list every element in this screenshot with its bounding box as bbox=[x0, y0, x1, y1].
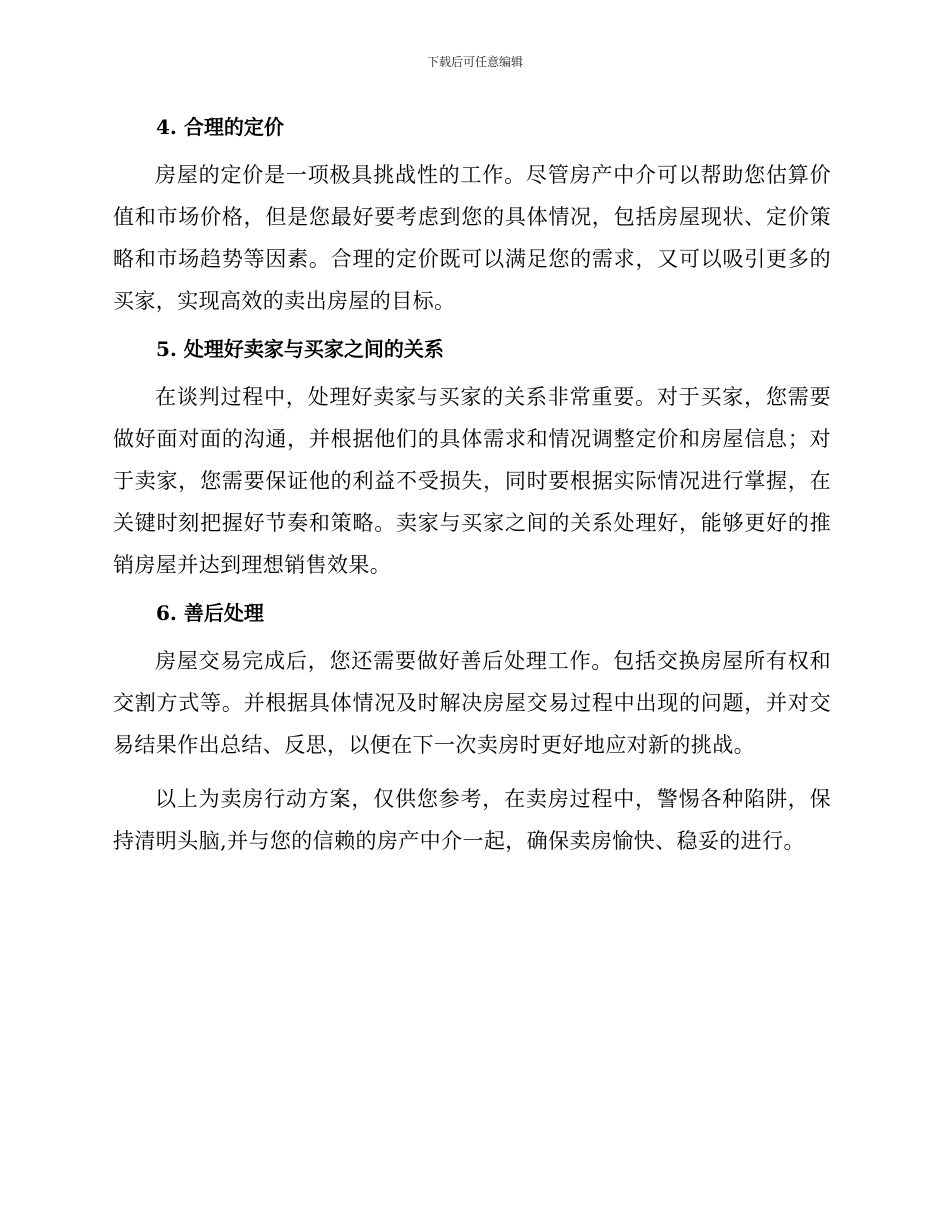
paragraph-relationship: 在谈判过程中，处理好卖家与买家的关系非常重要。对于买家，您需要做好面对面的沟通，并根据他们的具体需求和情况调整定价和房屋信息；对于卖家，您需要保证他的利益不受损失，同时要根据实际情况进行掌握，在关键时刻把握好节奏和策略。卖家与买家之间的关系处理好，能够更好的推销房屋并达到理想销售效果。 bbox=[113, 385, 831, 577]
section-heading-aftercare: 6. 善后处理 bbox=[156, 601, 264, 625]
section-heading-relationship: 5. 处理好卖家与买家之间的关系 bbox=[156, 337, 444, 361]
paragraph-conclusion: 以上为卖房行动方案，仅供您参考，在卖房过程中，警惕各种陷阱，保持清明头脑,并与您的信赖的房产中介一起，确保卖房愉快、稳妥的进行。 bbox=[113, 787, 831, 853]
section-heading-pricing: 4. 合理的定价 bbox=[156, 115, 284, 139]
page-header: 下载后可任意编辑 bbox=[426, 55, 523, 69]
document-body bbox=[113, 112, 831, 862]
paragraph-pricing: 房屋的定价是一项极具挑战性的工作。尽管房产中介可以帮助您估算价值和市场价格，但是您最好要考虑到您的具体情况，包括房屋现状、定价策略和市场趋势等因素。合理的定价既可以满足您的需求，又可以吸引更多的买家，实现高效的卖出房屋的目标。 bbox=[113, 163, 831, 313]
paragraph-aftercare: 房屋交易完成后，您还需要做好善后处理工作。包括交换房屋所有权和交割方式等。并根据具体情况及时解决房屋交易过程中出现的问题，并对交易结果作出总结、反思，以便在下一次卖房时更好地应对新的挑战。 bbox=[113, 649, 831, 757]
